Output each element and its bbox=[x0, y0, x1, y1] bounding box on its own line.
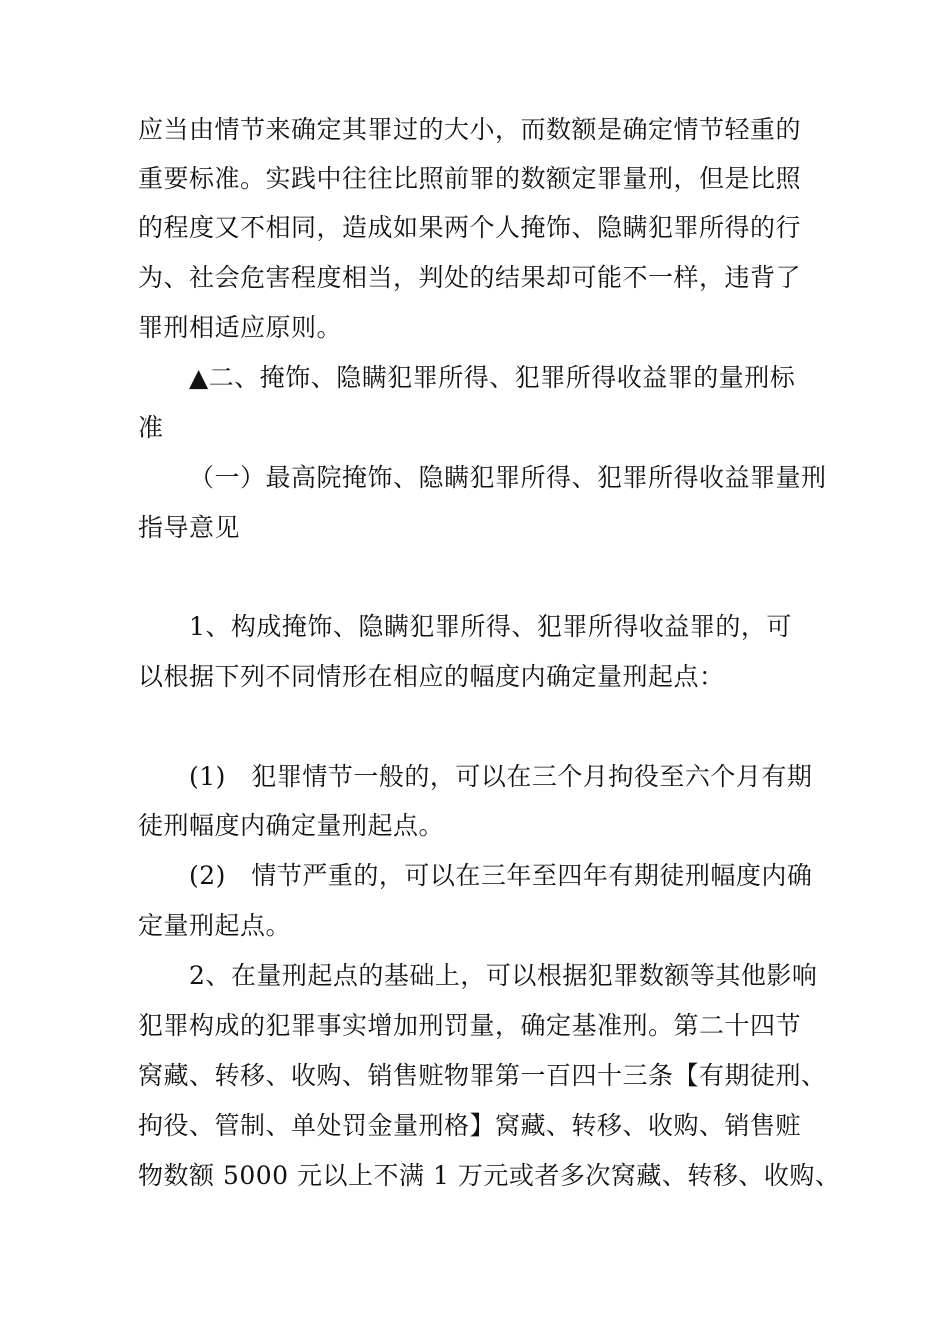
list-item: (2) 情节严重的，可以在三年至四年有期徒刑幅度内确 bbox=[189, 861, 813, 890]
paragraph-line: 2、在量刑起点的基础上，可以根据犯罪数额等其他影响 bbox=[189, 961, 818, 990]
list-item-continued: 定量刑起点。 bbox=[138, 911, 292, 940]
list-item: (1) 犯罪情节一般的，可以在三个月拘役至六个月有期 bbox=[189, 762, 813, 791]
paragraph-line: 以根据下列不同情形在相应的幅度内确定量刑起点： bbox=[138, 662, 725, 691]
subsection-heading: （一）最高院掩饰、隐瞒犯罪所得、犯罪所得收益罪量刑 bbox=[189, 463, 827, 492]
paragraph-line: 拘役、管制、单处罚金量刑格】窝藏、转移、收购、销售赃 bbox=[138, 1111, 802, 1140]
paragraph-line: 窝藏、转移、收购、销售赃物罪第一百四十三条【有期徒刑、 bbox=[138, 1061, 827, 1090]
section-heading: ▲二、掩饰、隐瞒犯罪所得、犯罪所得收益罪的量刑标 bbox=[189, 363, 796, 392]
paragraph-line: 应当由情节来确定其罪过的大小，而数额是确定情节轻重的 bbox=[138, 115, 802, 144]
subsection-heading-continued: 指导意见 bbox=[138, 513, 241, 542]
paragraph-line: 的程度又不相同，造成如果两个人掩饰、隐瞒犯罪所得的行 bbox=[138, 213, 802, 242]
paragraph-line: 犯罪构成的犯罪事实增加刑罚量，确定基准刑。第二十四节 bbox=[138, 1011, 802, 1040]
paragraph-line: 为、社会危害程度相当，判处的结果却可能不一样，违背了 bbox=[138, 263, 802, 292]
list-item-continued: 徒刑幅度内确定量刑起点。 bbox=[138, 811, 445, 840]
paragraph-line: 罪刑相适应原则。 bbox=[138, 313, 343, 342]
paragraph-line: 重要标准。实践中往往比照前罪的数额定罪量刑，但是比照 bbox=[138, 164, 802, 193]
paragraph-line: 物数额 5000 元以上不满 1 万元或者多次窝藏、转移、收购、 bbox=[138, 1161, 841, 1190]
paragraph-line: 1、构成掩饰、隐瞒犯罪所得、犯罪所得收益罪的，可 bbox=[189, 612, 792, 641]
section-heading-continued: 准 bbox=[138, 413, 164, 442]
